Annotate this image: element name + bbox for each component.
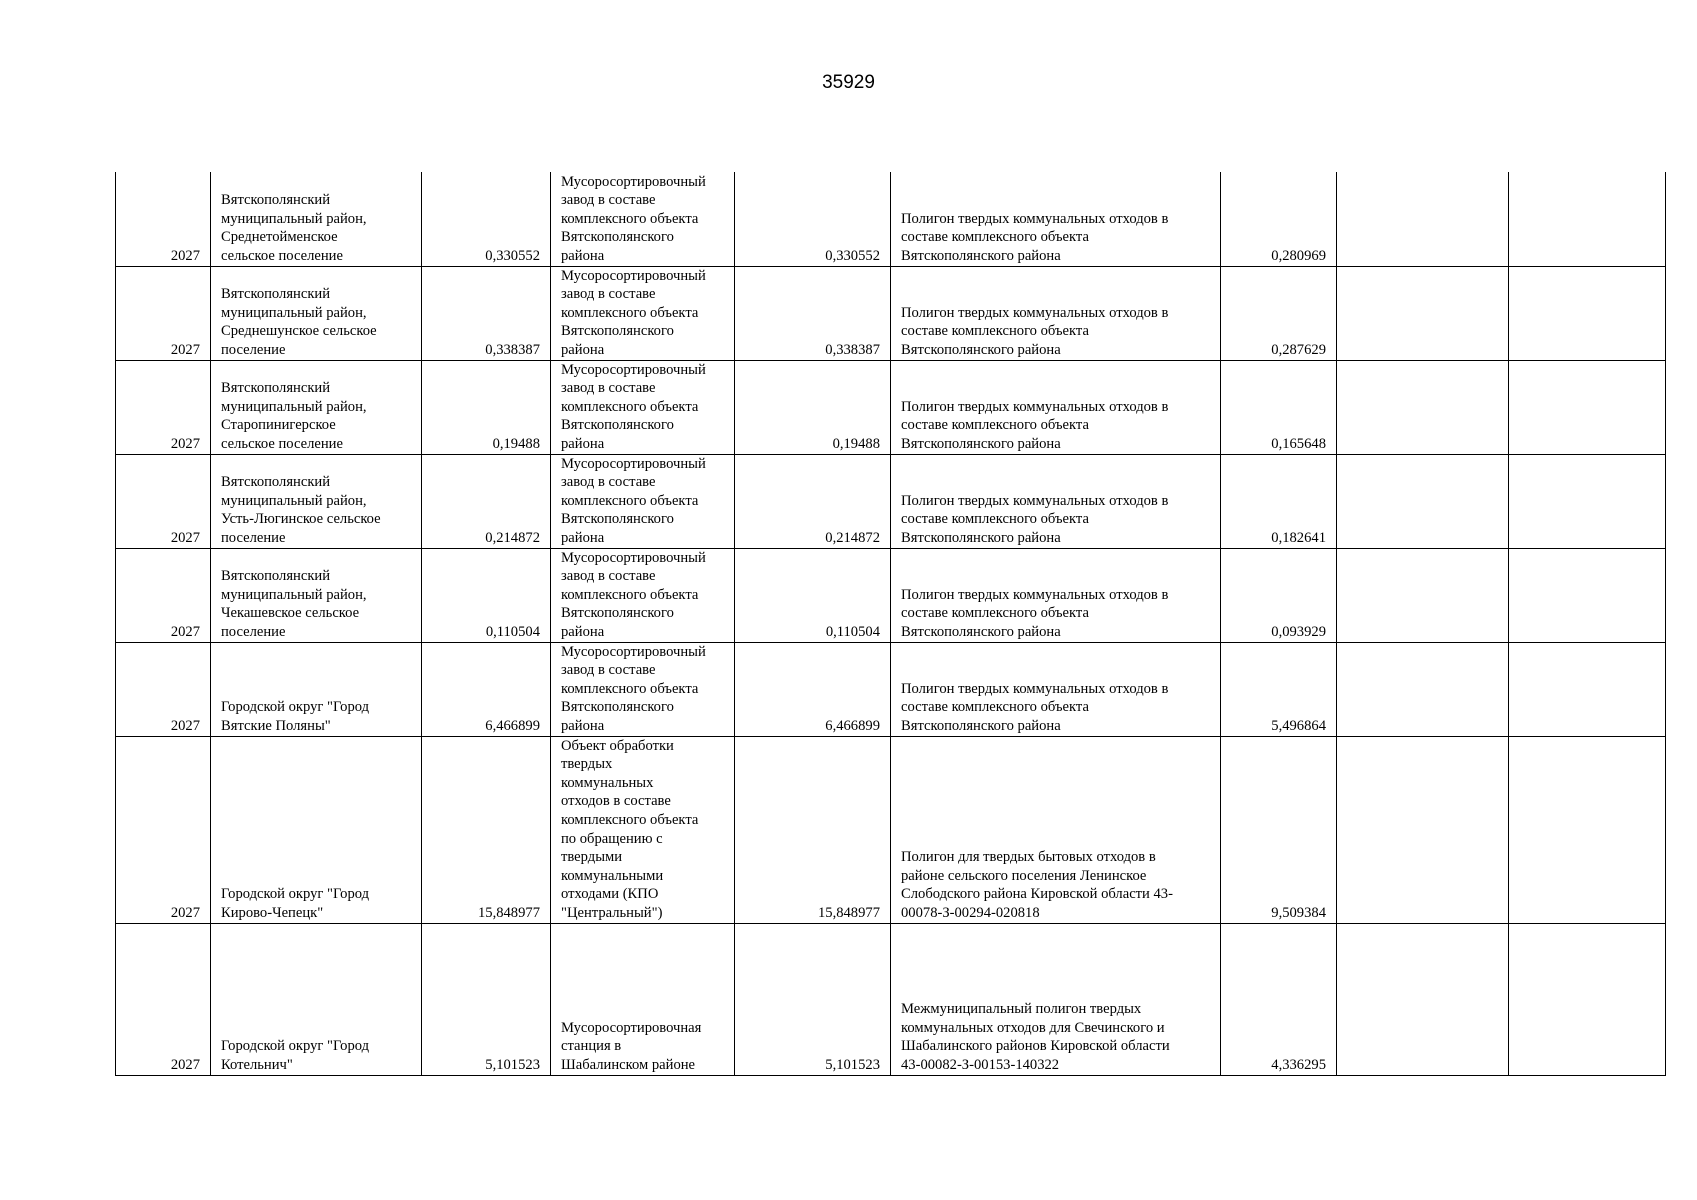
empty-cell — [1337, 548, 1509, 642]
disposed-mass-cell: 0,093929 — [1221, 548, 1337, 642]
processed-mass-cell: 6,466899 — [735, 642, 891, 736]
landfill-cell: Полигон твердых коммунальных отходов в составе комплексного объекта Вятскополянского района — [891, 172, 1221, 266]
empty-cell — [1509, 736, 1666, 923]
landfill-cell: Полигон твердых коммунальных отходов в составе комплексного объекта Вятскополянского района — [891, 642, 1221, 736]
landfill-cell: Полигон твердых коммунальных отходов в составе комплексного объекта Вятскополянского района — [891, 266, 1221, 360]
disposed-mass-cell: 0,280969 — [1221, 172, 1337, 266]
municipality-cell: Городской округ "Город Кирово-Чепецк" — [211, 736, 422, 923]
year-cell: 2027 — [116, 548, 211, 642]
municipality-cell: Вятскополянский муниципальный район, Чекашевское сельское поселение — [211, 548, 422, 642]
municipality-cell: Вятскополянский муниципальный район, Среднетойменское сельское поселение — [211, 172, 422, 266]
processed-mass-cell: 5,101523 — [735, 923, 891, 1075]
municipality-cell: Вятскополянский муниципальный район, Усть-Люгинское сельское поселение — [211, 454, 422, 548]
processed-mass-cell: 0,338387 — [735, 266, 891, 360]
empty-cell — [1509, 360, 1666, 454]
year-cell: 2027 — [116, 642, 211, 736]
processing-facility-cell: Мусоросортировочный завод в составе комплексного объекта Вятскополянского района — [551, 548, 735, 642]
waste-mass-cell: 5,101523 — [422, 923, 551, 1075]
year-cell: 2027 — [116, 736, 211, 923]
page-number: 35929 — [822, 72, 875, 93]
processing-facility-cell: Мусоросортировочный завод в составе комплексного объекта Вятскополянского района — [551, 266, 735, 360]
waste-mass-cell: 15,848977 — [422, 736, 551, 923]
table-row — [116, 266, 1666, 360]
disposed-mass-cell: 0,165648 — [1221, 360, 1337, 454]
table-row — [116, 642, 1666, 736]
disposed-mass-cell: 0,182641 — [1221, 454, 1337, 548]
disposed-mass-cell: 9,509384 — [1221, 736, 1337, 923]
waste-mass-cell: 0,330552 — [422, 172, 551, 266]
waste-mass-cell: 6,466899 — [422, 642, 551, 736]
waste-mass-cell: 0,110504 — [422, 548, 551, 642]
table-row — [116, 172, 1666, 266]
landfill-cell: Межмуниципальный полигон твердых коммунальных отходов для Свечинского и Шабалинского районов Кировской области 43-00082-З-00153-140322 — [891, 923, 1221, 1075]
landfill-cell: Полигон твердых коммунальных отходов в составе комплексного объекта Вятскополянского района — [891, 360, 1221, 454]
waste-mass-cell: 0,338387 — [422, 266, 551, 360]
empty-cell — [1509, 642, 1666, 736]
table-body — [116, 172, 1666, 1075]
municipality-cell: Городской округ "Город Котельнич" — [211, 923, 422, 1075]
municipality-cell: Вятскополянский муниципальный район, Среднешунское сельское поселение — [211, 266, 422, 360]
processing-facility-cell: Мусоросортировочный завод в составе комплексного объекта Вятскополянского района — [551, 454, 735, 548]
empty-cell — [1337, 923, 1509, 1075]
empty-cell — [1509, 266, 1666, 360]
processed-mass-cell: 15,848977 — [735, 736, 891, 923]
disposed-mass-cell: 4,336295 — [1221, 923, 1337, 1075]
table-row — [116, 548, 1666, 642]
empty-cell — [1509, 923, 1666, 1075]
table-row — [116, 360, 1666, 454]
disposed-mass-cell: 0,287629 — [1221, 266, 1337, 360]
empty-cell — [1509, 548, 1666, 642]
waste-mass-cell: 0,214872 — [422, 454, 551, 548]
municipality-cell: Вятскополянский муниципальный район, Старопинигерское сельское поселение — [211, 360, 422, 454]
year-cell: 2027 — [116, 360, 211, 454]
processed-mass-cell: 0,19488 — [735, 360, 891, 454]
processed-mass-cell: 0,110504 — [735, 548, 891, 642]
municipality-cell: Городской округ "Город Вятские Поляны" — [211, 642, 422, 736]
landfill-cell: Полигон твердых коммунальных отходов в составе комплексного объекта Вятскополянского района — [891, 454, 1221, 548]
processed-mass-cell: 0,330552 — [735, 172, 891, 266]
empty-cell — [1337, 736, 1509, 923]
processing-facility-cell: Мусоросортировочный завод в составе комплексного объекта Вятскополянского района — [551, 642, 735, 736]
year-cell: 2027 — [116, 454, 211, 548]
waste-flow-table — [115, 172, 1666, 1076]
year-cell: 2027 — [116, 923, 211, 1075]
processing-facility-cell: Мусоросортировочный завод в составе комплексного объекта Вятскополянского района — [551, 360, 735, 454]
empty-cell — [1337, 642, 1509, 736]
year-cell: 2027 — [116, 266, 211, 360]
processing-facility-cell: Мусоросортировочный завод в составе комплексного объекта Вятскополянского района — [551, 172, 735, 266]
table-row — [116, 923, 1666, 1075]
table-row — [116, 454, 1666, 548]
empty-cell — [1337, 266, 1509, 360]
processed-mass-cell: 0,214872 — [735, 454, 891, 548]
empty-cell — [1509, 454, 1666, 548]
waste-mass-cell: 0,19488 — [422, 360, 551, 454]
empty-cell — [1337, 454, 1509, 548]
landfill-cell: Полигон для твердых бытовых отходов в районе сельского поселения Ленинское Слободского района Кировской области 43- 00078-З-00294-020818 — [891, 736, 1221, 923]
landfill-cell: Полигон твердых коммунальных отходов в составе комплексного объекта Вятскополянского района — [891, 548, 1221, 642]
processing-facility-cell: Мусоросортировочная станция в Шабалинском районе — [551, 923, 735, 1075]
empty-cell — [1509, 172, 1666, 266]
year-cell: 2027 — [116, 172, 211, 266]
empty-cell — [1337, 172, 1509, 266]
empty-cell — [1337, 360, 1509, 454]
processing-facility-cell: Объект обработки твердых коммунальных отходов в составе комплексного объекта по обращению с твердыми коммунальными отходами (КПО "Центральный") — [551, 736, 735, 923]
disposed-mass-cell: 5,496864 — [1221, 642, 1337, 736]
table-row — [116, 736, 1666, 923]
